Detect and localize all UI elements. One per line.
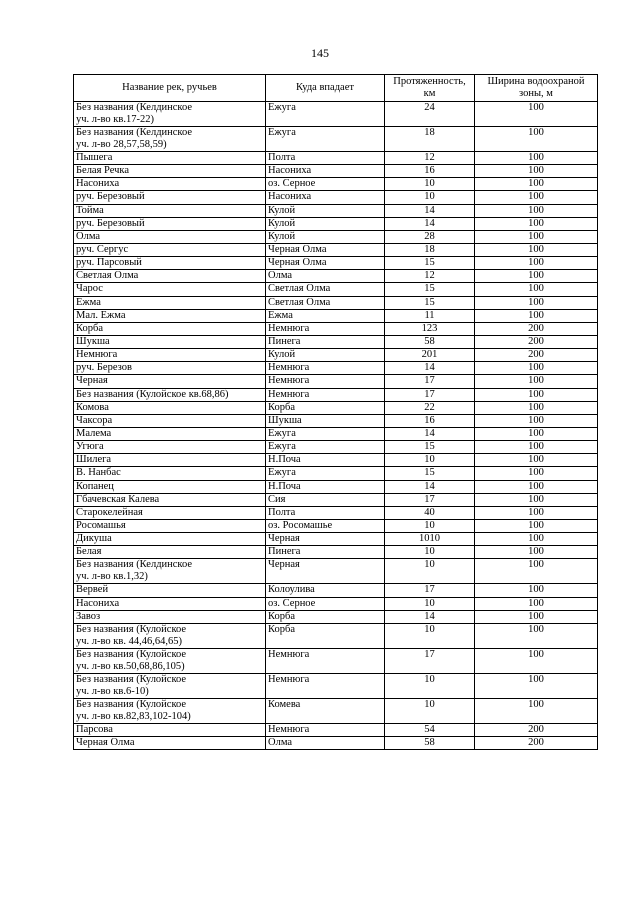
zone-width-cell: 100 bbox=[475, 506, 598, 519]
table-row bbox=[74, 454, 598, 467]
length-cell: 12 bbox=[385, 152, 475, 165]
table-row bbox=[74, 427, 598, 440]
table-row bbox=[74, 165, 598, 178]
table-row bbox=[74, 480, 598, 493]
zone-width-cell: 100 bbox=[475, 178, 598, 191]
table-row bbox=[74, 441, 598, 454]
river-name-cell: Без названия (Келдинское уч. л-во 28,57,58,59) bbox=[74, 127, 266, 152]
length-cell: 15 bbox=[385, 257, 475, 270]
river-name-cell: Без названия (Кулойское уч. л-во кв.82,83,102-104) bbox=[74, 698, 266, 723]
flows-into-cell: Кулой bbox=[266, 230, 385, 243]
table-row bbox=[74, 102, 598, 127]
length-cell: 14 bbox=[385, 427, 475, 440]
length-cell: 58 bbox=[385, 335, 475, 348]
zone-width-cell: 100 bbox=[475, 597, 598, 610]
length-cell: 17 bbox=[385, 493, 475, 506]
table-row bbox=[74, 349, 598, 362]
page-number: 145 bbox=[311, 46, 329, 60]
river-name-cell: Шукша bbox=[74, 335, 266, 348]
zone-width-cell: 100 bbox=[475, 648, 598, 673]
table-row bbox=[74, 191, 598, 204]
flows-into-cell: Полта bbox=[266, 506, 385, 519]
river-name-cell: Пышега bbox=[74, 152, 266, 165]
river-name-cell: Угюга bbox=[74, 441, 266, 454]
river-name-cell: Корба bbox=[74, 322, 266, 335]
zone-width-cell: 100 bbox=[475, 217, 598, 230]
table-row bbox=[74, 204, 598, 217]
header-flows-into: Куда впадает bbox=[266, 75, 385, 102]
river-name-cell: Без названия (Кулойское уч. л-во кв. 44,46,64,65) bbox=[74, 623, 266, 648]
table-row bbox=[74, 257, 598, 270]
zone-width-cell: 100 bbox=[475, 623, 598, 648]
river-name-cell: Парсова bbox=[74, 723, 266, 736]
length-cell: 17 bbox=[385, 388, 475, 401]
zone-width-cell: 100 bbox=[475, 309, 598, 322]
flows-into-cell: Немнюга bbox=[266, 362, 385, 375]
flows-into-cell: Н.Поча bbox=[266, 480, 385, 493]
zone-width-cell: 100 bbox=[475, 204, 598, 217]
flows-into-cell: Ежуга bbox=[266, 467, 385, 480]
header-length: Протяженность, км bbox=[385, 75, 475, 102]
zone-width-cell: 200 bbox=[475, 322, 598, 335]
table-row bbox=[74, 127, 598, 152]
length-cell: 15 bbox=[385, 283, 475, 296]
rivers-table bbox=[73, 74, 598, 750]
zone-width-cell: 100 bbox=[475, 480, 598, 493]
table-row bbox=[74, 506, 598, 519]
table-row bbox=[74, 723, 598, 736]
flows-into-cell: Олма bbox=[266, 736, 385, 749]
length-cell: 123 bbox=[385, 322, 475, 335]
flows-into-cell: Кулой bbox=[266, 217, 385, 230]
zone-width-cell: 100 bbox=[475, 454, 598, 467]
length-cell: 14 bbox=[385, 204, 475, 217]
table-row bbox=[74, 584, 598, 597]
table-row bbox=[74, 243, 598, 256]
river-name-cell: руч. Березов bbox=[74, 362, 266, 375]
flows-into-cell: Светлая Олма bbox=[266, 283, 385, 296]
flows-into-cell: Корба bbox=[266, 401, 385, 414]
length-cell: 28 bbox=[385, 230, 475, 243]
zone-width-cell: 100 bbox=[475, 559, 598, 584]
length-cell: 14 bbox=[385, 480, 475, 493]
table-row bbox=[74, 388, 598, 401]
river-name-cell: Насониха bbox=[74, 178, 266, 191]
river-name-cell: Вервей bbox=[74, 584, 266, 597]
table-row bbox=[74, 414, 598, 427]
length-cell: 18 bbox=[385, 243, 475, 256]
river-name-cell: Комова bbox=[74, 401, 266, 414]
flows-into-cell: Немнюга bbox=[266, 723, 385, 736]
header-zone-width: Ширина водоохраной зоны, м bbox=[475, 75, 598, 102]
table-row bbox=[74, 309, 598, 322]
river-name-cell: Ежма bbox=[74, 296, 266, 309]
river-name-cell: Чаксора bbox=[74, 414, 266, 427]
table-row bbox=[74, 322, 598, 335]
flows-into-cell: Сия bbox=[266, 493, 385, 506]
zone-width-cell: 100 bbox=[475, 546, 598, 559]
header-row bbox=[74, 75, 598, 102]
flows-into-cell: Черная bbox=[266, 533, 385, 546]
river-name-cell: Белая bbox=[74, 546, 266, 559]
flows-into-cell: Ежуга bbox=[266, 102, 385, 127]
flows-into-cell: Корба bbox=[266, 610, 385, 623]
table-row bbox=[74, 736, 598, 749]
zone-width-cell: 100 bbox=[475, 533, 598, 546]
river-name-cell: руч. Сергус bbox=[74, 243, 266, 256]
table-row bbox=[74, 401, 598, 414]
flows-into-cell: Насониха bbox=[266, 165, 385, 178]
zone-width-cell: 100 bbox=[475, 467, 598, 480]
zone-width-cell: 200 bbox=[475, 349, 598, 362]
table-row bbox=[74, 335, 598, 348]
flows-into-cell: Черная Олма bbox=[266, 257, 385, 270]
flows-into-cell: Немнюга bbox=[266, 388, 385, 401]
flows-into-cell: оз. Серное bbox=[266, 597, 385, 610]
zone-width-cell: 100 bbox=[475, 296, 598, 309]
length-cell: 14 bbox=[385, 217, 475, 230]
zone-width-cell: 100 bbox=[475, 375, 598, 388]
zone-width-cell: 100 bbox=[475, 610, 598, 623]
zone-width-cell: 100 bbox=[475, 519, 598, 532]
zone-width-cell: 100 bbox=[475, 152, 598, 165]
river-name-cell: Олма bbox=[74, 230, 266, 243]
length-cell: 12 bbox=[385, 270, 475, 283]
zone-width-cell: 200 bbox=[475, 723, 598, 736]
zone-width-cell: 100 bbox=[475, 388, 598, 401]
length-cell: 17 bbox=[385, 375, 475, 388]
table-row bbox=[74, 270, 598, 283]
zone-width-cell: 100 bbox=[475, 584, 598, 597]
length-cell: 201 bbox=[385, 349, 475, 362]
length-cell: 14 bbox=[385, 362, 475, 375]
length-cell: 58 bbox=[385, 736, 475, 749]
flows-into-cell: Черная Олма bbox=[266, 243, 385, 256]
table-body bbox=[74, 102, 598, 750]
flows-into-cell: Пинега bbox=[266, 546, 385, 559]
length-cell: 15 bbox=[385, 296, 475, 309]
river-name-cell: Росомашья bbox=[74, 519, 266, 532]
length-cell: 10 bbox=[385, 559, 475, 584]
river-name-cell: Черная bbox=[74, 375, 266, 388]
table-row bbox=[74, 610, 598, 623]
length-cell: 16 bbox=[385, 414, 475, 427]
table-row bbox=[74, 362, 598, 375]
flows-into-cell: Н.Поча bbox=[266, 454, 385, 467]
length-cell: 10 bbox=[385, 623, 475, 648]
table-row bbox=[74, 375, 598, 388]
flows-into-cell: Немнюга bbox=[266, 375, 385, 388]
zone-width-cell: 100 bbox=[475, 230, 598, 243]
length-cell: 10 bbox=[385, 191, 475, 204]
zone-width-cell: 100 bbox=[475, 698, 598, 723]
river-name-cell: Чарос bbox=[74, 283, 266, 296]
length-cell: 10 bbox=[385, 597, 475, 610]
river-name-cell: Насониха bbox=[74, 597, 266, 610]
table-row bbox=[74, 217, 598, 230]
river-name-cell: Без названия (Кулойское кв.68,86) bbox=[74, 388, 266, 401]
table-row bbox=[74, 623, 598, 648]
zone-width-cell: 100 bbox=[475, 243, 598, 256]
flows-into-cell: Светлая Олма bbox=[266, 296, 385, 309]
table-row bbox=[74, 152, 598, 165]
zone-width-cell: 100 bbox=[475, 127, 598, 152]
length-cell: 10 bbox=[385, 673, 475, 698]
length-cell: 17 bbox=[385, 648, 475, 673]
table-row bbox=[74, 546, 598, 559]
zone-width-cell: 100 bbox=[475, 427, 598, 440]
length-cell: 10 bbox=[385, 454, 475, 467]
table-row bbox=[74, 597, 598, 610]
flows-into-cell: Шукша bbox=[266, 414, 385, 427]
zone-width-cell: 100 bbox=[475, 165, 598, 178]
zone-width-cell: 100 bbox=[475, 102, 598, 127]
zone-width-cell: 100 bbox=[475, 270, 598, 283]
flows-into-cell: Черная bbox=[266, 559, 385, 584]
river-name-cell: Завоз bbox=[74, 610, 266, 623]
length-cell: 16 bbox=[385, 165, 475, 178]
table-row bbox=[74, 467, 598, 480]
river-name-cell: Без названия (Келдинское уч. л-во кв.1,32) bbox=[74, 559, 266, 584]
flows-into-cell: Пинега bbox=[266, 335, 385, 348]
river-name-cell: руч. Парсовый bbox=[74, 257, 266, 270]
river-name-cell: Гбачевская Калева bbox=[74, 493, 266, 506]
zone-width-cell: 100 bbox=[475, 493, 598, 506]
river-name-cell: руч. Березовый bbox=[74, 191, 266, 204]
header-river-name: Название рек, ручьев bbox=[74, 75, 266, 102]
flows-into-cell: Кулой bbox=[266, 204, 385, 217]
river-name-cell: Тойма bbox=[74, 204, 266, 217]
table-row bbox=[74, 519, 598, 532]
river-name-cell: Копанец bbox=[74, 480, 266, 493]
table-row bbox=[74, 296, 598, 309]
length-cell: 54 bbox=[385, 723, 475, 736]
length-cell: 14 bbox=[385, 610, 475, 623]
flows-into-cell: Колоулива bbox=[266, 584, 385, 597]
river-name-cell: Шилега bbox=[74, 454, 266, 467]
river-name-cell: Светлая Олма bbox=[74, 270, 266, 283]
river-name-cell: В. Нанбас bbox=[74, 467, 266, 480]
zone-width-cell: 100 bbox=[475, 257, 598, 270]
length-cell: 15 bbox=[385, 441, 475, 454]
river-name-cell: Старокелейная bbox=[74, 506, 266, 519]
length-cell: 22 bbox=[385, 401, 475, 414]
flows-into-cell: Немнюга bbox=[266, 648, 385, 673]
length-cell: 1010 bbox=[385, 533, 475, 546]
flows-into-cell: Немнюга bbox=[266, 322, 385, 335]
table-row bbox=[74, 178, 598, 191]
flows-into-cell: Насониха bbox=[266, 191, 385, 204]
length-cell: 40 bbox=[385, 506, 475, 519]
table-row bbox=[74, 698, 598, 723]
river-name-cell: Мал. Ежма bbox=[74, 309, 266, 322]
flows-into-cell: Олма bbox=[266, 270, 385, 283]
river-name-cell: Дикуша bbox=[74, 533, 266, 546]
zone-width-cell: 100 bbox=[475, 414, 598, 427]
length-cell: 17 bbox=[385, 584, 475, 597]
river-name-cell: руч. Березовый bbox=[74, 217, 266, 230]
length-cell: 10 bbox=[385, 178, 475, 191]
flows-into-cell: Корба bbox=[266, 623, 385, 648]
zone-width-cell: 100 bbox=[475, 283, 598, 296]
table-header bbox=[74, 75, 598, 102]
length-cell: 11 bbox=[385, 309, 475, 322]
table-row bbox=[74, 648, 598, 673]
length-cell: 10 bbox=[385, 546, 475, 559]
river-name-cell: Немнюга bbox=[74, 349, 266, 362]
river-name-cell: Без названия (Кулойское уч. л-во кв.50,68,86,105) bbox=[74, 648, 266, 673]
flows-into-cell: Ежуга bbox=[266, 127, 385, 152]
zone-width-cell: 100 bbox=[475, 673, 598, 698]
length-cell: 24 bbox=[385, 102, 475, 127]
length-cell: 10 bbox=[385, 519, 475, 532]
zone-width-cell: 100 bbox=[475, 362, 598, 375]
length-cell: 15 bbox=[385, 467, 475, 480]
river-name-cell: Малема bbox=[74, 427, 266, 440]
table-row bbox=[74, 533, 598, 546]
zone-width-cell: 200 bbox=[475, 736, 598, 749]
zone-width-cell: 100 bbox=[475, 191, 598, 204]
river-name-cell: Белая Речка bbox=[74, 165, 266, 178]
table-row bbox=[74, 673, 598, 698]
flows-into-cell: Кулой bbox=[266, 349, 385, 362]
table-row bbox=[74, 559, 598, 584]
flows-into-cell: оз. Серное bbox=[266, 178, 385, 191]
zone-width-cell: 100 bbox=[475, 441, 598, 454]
zone-width-cell: 200 bbox=[475, 335, 598, 348]
length-cell: 10 bbox=[385, 698, 475, 723]
length-cell: 18 bbox=[385, 127, 475, 152]
river-name-cell: Без названия (Келдинское уч. л-во кв.17-22) bbox=[74, 102, 266, 127]
table-row bbox=[74, 230, 598, 243]
flows-into-cell: Комева bbox=[266, 698, 385, 723]
zone-width-cell: 100 bbox=[475, 401, 598, 414]
table-row bbox=[74, 493, 598, 506]
table-row bbox=[74, 283, 598, 296]
flows-into-cell: Ежуга bbox=[266, 441, 385, 454]
flows-into-cell: оз. Росомашье bbox=[266, 519, 385, 532]
flows-into-cell: Ежуга bbox=[266, 427, 385, 440]
flows-into-cell: Немнюга bbox=[266, 673, 385, 698]
river-name-cell: Без названия (Кулойское уч. л-во кв.6-10) bbox=[74, 673, 266, 698]
flows-into-cell: Ежма bbox=[266, 309, 385, 322]
river-name-cell: Черная Олма bbox=[74, 736, 266, 749]
flows-into-cell: Полта bbox=[266, 152, 385, 165]
